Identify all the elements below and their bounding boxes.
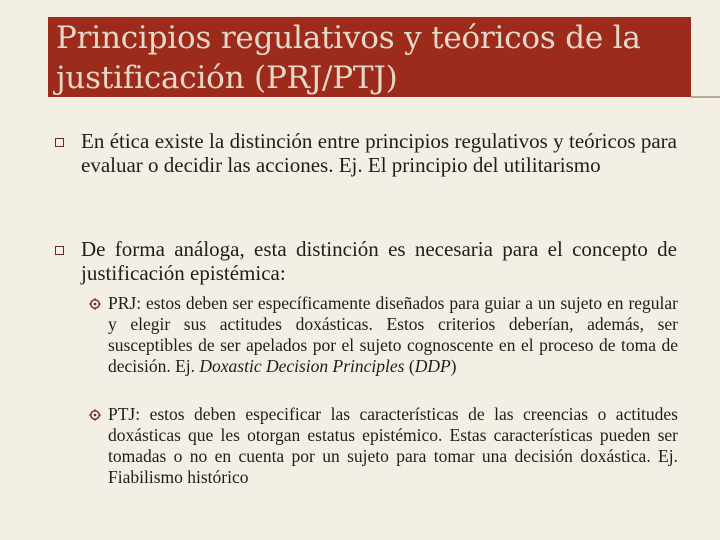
square-bullet-icon — [55, 138, 64, 147]
sub-bullet-item — [108, 404, 678, 488]
sub-bullet-item — [108, 293, 678, 377]
square-bullet-icon — [55, 246, 64, 255]
slide-title: Principios regulativos y teóricos de la justificación (PRJ/PTJ) — [56, 20, 641, 96]
bullet-item — [81, 237, 677, 285]
sub-bullet-text: PRJ: estos deben ser específicamente diseñados para guiar a un sujeto en regular y elegir sus actitudes doxásticas. Estos criterios deberían, además, ser susceptibles de ser apelados por el sujeto cognoscente en el proceso de toma de decisión. Ej. — [108, 293, 678, 376]
bullet-text: De forma análoga, esta distinción es necesaria para el concepto de justificación epistémica: — [81, 237, 677, 285]
paren-open: ( — [408, 356, 415, 376]
sub-bullet-text: PTJ: estos deben especificar las características de las creencias o actitudes doxásticas que les otorgan estatus epistémico. Estas características pueden ser tomadas o no en cuenta por un sujeto para tomar una decisión doxástica. Ej. Fiabilismo histórico — [108, 404, 678, 487]
italic-term: Doxastic Decision Principles — [199, 356, 405, 376]
paren-close: ) — [450, 356, 457, 376]
gear-bullet-icon — [89, 298, 101, 310]
gear-bullet-icon — [89, 409, 101, 421]
bullet-item — [81, 129, 677, 177]
title-divider-line — [691, 96, 720, 98]
bullet-text: En ética existe la distinción entre principios regulativos y teóricos para evaluar o decidir las acciones. Ej. El principio del utilitarismo — [81, 129, 677, 177]
italic-abbreviation: DDP — [414, 356, 451, 376]
